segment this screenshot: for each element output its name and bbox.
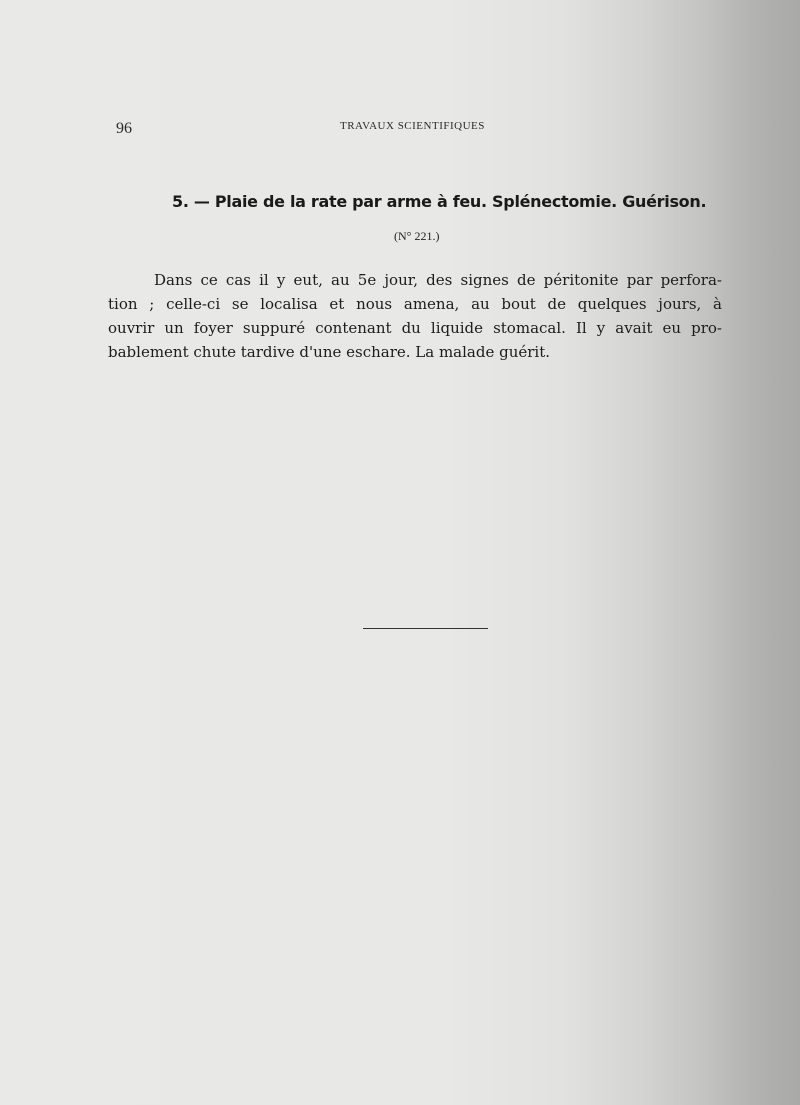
running-title: TRAVAUX SCIENTIFIQUES: [340, 120, 485, 132]
body-line: Dans ce cas il y eut, au 5e jour, des signes de péritonite par perfora-: [154, 271, 722, 289]
body-line: bablement chute tardive d'une eschare. La malade guérit.: [108, 343, 551, 361]
body-paragraph: [108, 268, 722, 364]
body-line: ouvrir un foyer suppuré contenant du liquide stomacal. Il y avait eu pro-: [108, 319, 722, 337]
body-line: tion ; celle-ci se localisa et nous amena, au bout de quelques jours, à: [108, 295, 722, 313]
section-title: 5. — Plaie de la rate par arme à feu. Splénectomie. Guérison.: [172, 192, 707, 211]
page-number: 96: [116, 120, 132, 137]
section-divider: [363, 628, 488, 629]
case-number: (N° 221.): [394, 229, 440, 243]
